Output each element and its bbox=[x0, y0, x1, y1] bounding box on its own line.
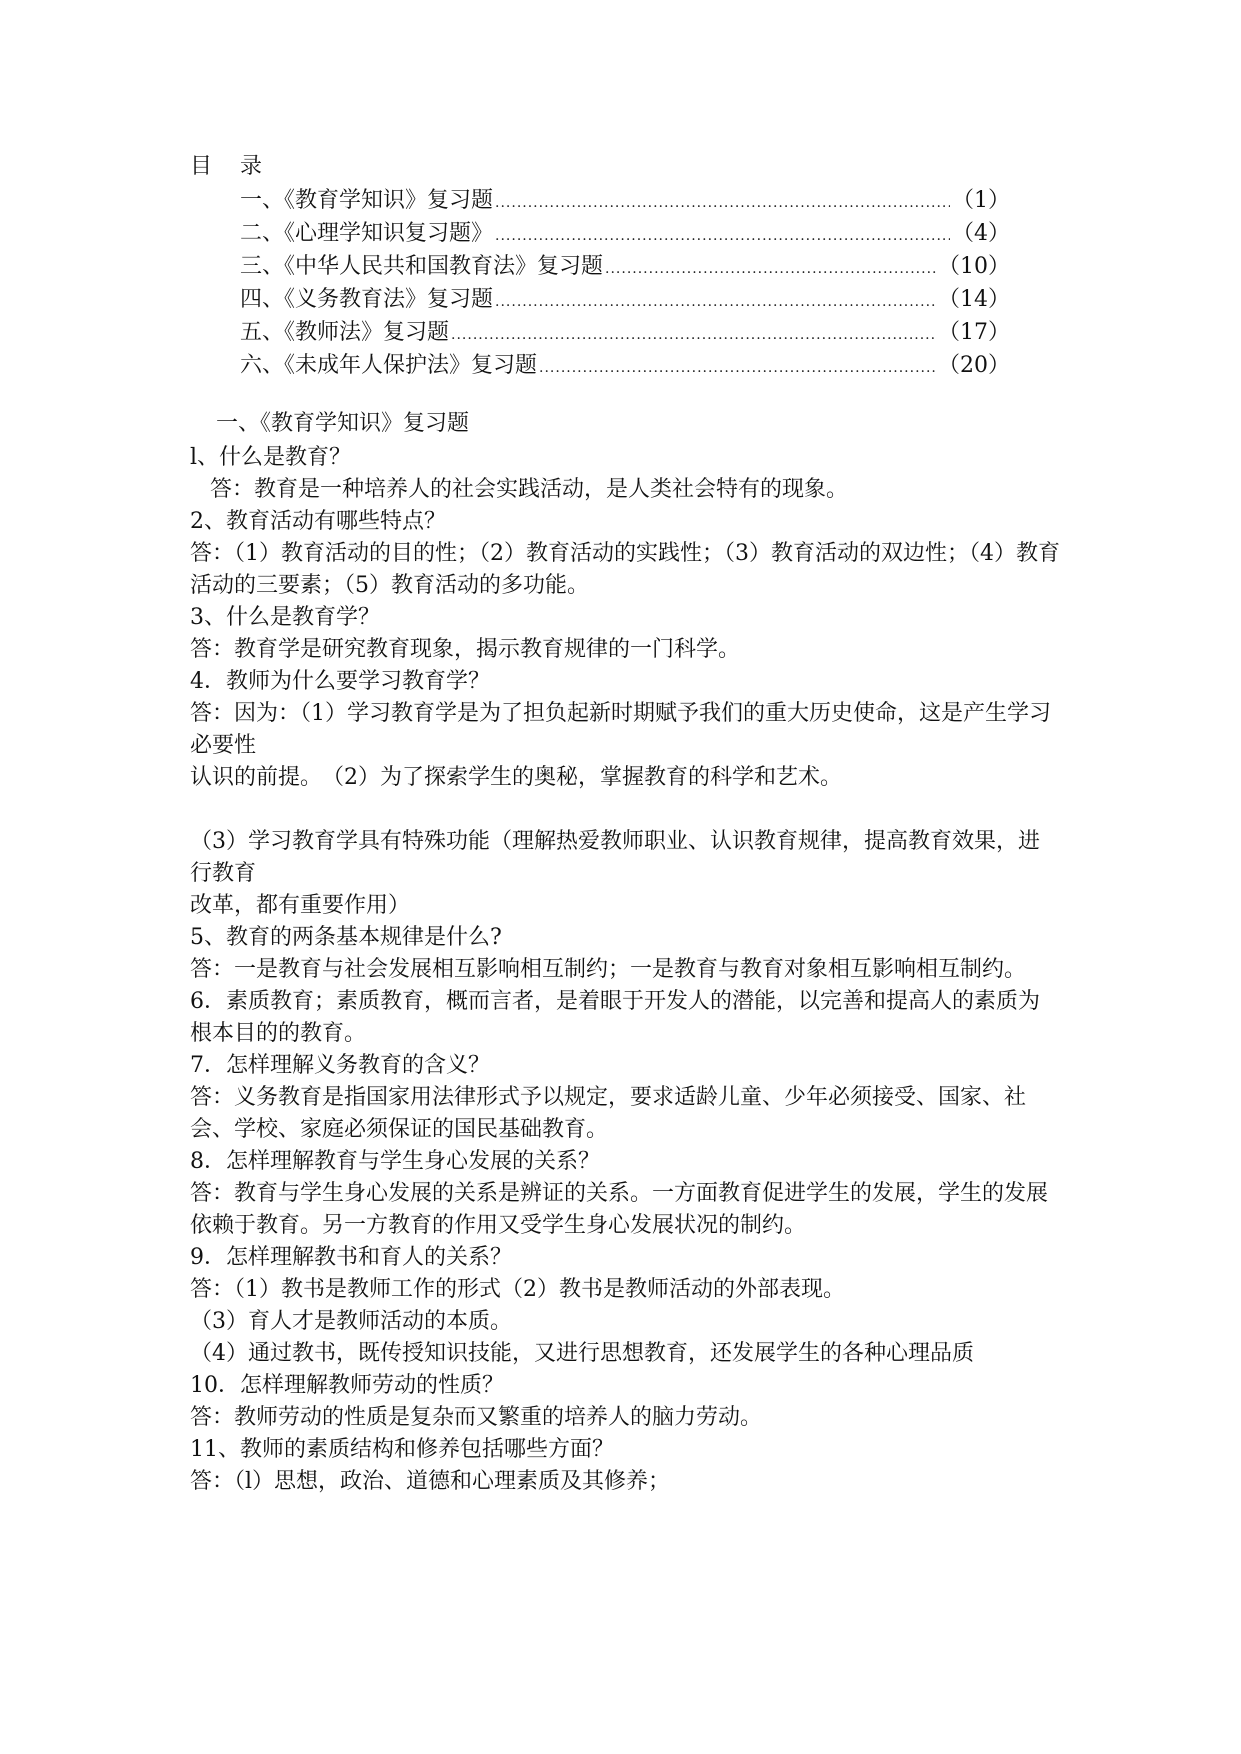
answer-line: 答：（1）教育活动的目的性；（2）教育活动的实践性；（3）教育活动的双边性；（4）教育活动的三要素；（5）教育活动的多功能。 bbox=[190, 541, 1060, 598]
question-line: 8．怎样理解教育与学生身心发展的关系？ bbox=[190, 1149, 600, 1174]
toc-entry[interactable] bbox=[240, 184, 1010, 217]
question-line: 5、教育的两条基本规律是什么? bbox=[190, 925, 502, 950]
toc-entry[interactable] bbox=[240, 283, 1010, 316]
toc-entry-title: 六、《未成年人保护法》复习题 bbox=[240, 353, 538, 378]
question-line: 2、教育活动有哪些特点？ bbox=[190, 509, 446, 534]
answer-line: 认识的前提。 （2）为了探索学生的奥秘，掌握教育的科学和艺术。 bbox=[190, 765, 842, 790]
document-body bbox=[190, 408, 1060, 1498]
toc-dot-leader bbox=[495, 286, 936, 319]
answer-line: 答：因为：（1）学习教育学是为了担负起新时期赋予我们的重大历史使命，这是产生学习必要性 bbox=[190, 701, 1051, 758]
question-line: 3、什么是教育学？ bbox=[190, 605, 380, 630]
toc-entry-title: 四、《义务教育法》复习题 bbox=[240, 287, 494, 312]
toc-dot-leader bbox=[495, 187, 950, 220]
toc-entry-page: （1） bbox=[952, 188, 1010, 213]
toc-entry-page: （4） bbox=[952, 221, 1010, 246]
toc-list bbox=[240, 184, 1010, 382]
answer-line: 答：教育学是研究教育现象，揭示教育规律的一门科学。 bbox=[190, 637, 741, 662]
answer-line: （3）学习教育学具有特殊功能（理解热爱教师职业、认识教育规律，提高教育效果，进行教育 bbox=[190, 829, 1040, 886]
toc-entry-title: 一、《教育学知识》复习题 bbox=[240, 188, 494, 213]
answer-line: （3）育人才是教师活动的本质。 bbox=[190, 1309, 512, 1334]
toc-entry-title: 五、《教师法》复习题 bbox=[240, 320, 450, 345]
toc-entry-title: 三、《中华人民共和国教育法》复习题 bbox=[240, 254, 604, 279]
question-line: 4．教师为什么要学习教育学？ bbox=[190, 669, 490, 694]
toc-heading bbox=[190, 150, 264, 184]
answer-line: 答：教师劳动的性质是复杂而又繁重的培养人的脑力劳动。 bbox=[190, 1405, 763, 1430]
question-line: l、什么是教育？ bbox=[190, 445, 352, 470]
toc-entry-page: （14） bbox=[938, 287, 1010, 312]
toc-dot-leader bbox=[451, 319, 936, 352]
answer-line: 答：教育与学生身心发展的关系是辨证的关系。一方面教育促进学生的发展，学生的发展依赖于教育。另一方教育的作用又受学生身心发展状况的制约。 bbox=[190, 1181, 1049, 1238]
question-line: 9．怎样理解教书和育人的关系？ bbox=[190, 1245, 512, 1270]
blank-line bbox=[190, 794, 1060, 826]
toc-dot-leader bbox=[495, 220, 950, 253]
toc-entry[interactable] bbox=[240, 349, 1010, 382]
answer-line: 答：（1）教书是教师工作的形式（2）教书是教师活动的外部表现。 bbox=[190, 1277, 845, 1302]
toc-entry-title: 二、《心理学知识复习题》 bbox=[240, 221, 494, 246]
answer-line: 改革，都有重要作用） bbox=[190, 893, 411, 918]
question-line: 7．怎样理解义务教育的含义？ bbox=[190, 1053, 490, 1078]
toc-entry[interactable] bbox=[240, 316, 1010, 349]
toc-entry-page: （20） bbox=[938, 353, 1010, 378]
toc-entry[interactable] bbox=[240, 217, 1010, 250]
question-line: 10．怎样理解教师劳动的性质？ bbox=[190, 1373, 504, 1398]
question-line: 11、教师的素质结构和修养包括哪些方面？ bbox=[190, 1437, 614, 1462]
section-title: 一、《教育学知识》复习题 bbox=[216, 411, 470, 436]
toc-heading-right: 录 bbox=[240, 154, 265, 179]
toc-entry-page: （10） bbox=[938, 254, 1010, 279]
definition-line: 6．素质教育；素质教育，概而言者，是着眼于开发人的潜能，以完善和提高人的素质为根本目的的教育。 bbox=[190, 989, 1040, 1046]
toc-dot-leader bbox=[539, 352, 936, 385]
answer-line: （4）通过教书，既传授知识技能，又进行思想教育，还发展学生的各种心理品质 bbox=[190, 1341, 974, 1366]
toc-entry-page: （17） bbox=[938, 320, 1010, 345]
toc-dot-leader bbox=[605, 253, 936, 286]
answer-line: 答：义务教育是指国家用法律形式予以规定，要求适龄儿童、少年必须接受、国家、社会、学校、家庭必须保证的国民基础教育。 bbox=[190, 1085, 1027, 1142]
answer-line: 答：教育是一种培养人的社会实践活动，是人类社会特有的现象。 bbox=[210, 477, 849, 502]
toc-entry[interactable] bbox=[240, 250, 1010, 283]
toc-heading-left: 目 bbox=[190, 154, 215, 179]
answer-line: 答：（l）思想，政治、道德和心理素质及其修养； bbox=[190, 1469, 671, 1494]
answer-line: 答：一是教育与社会发展相互影响相互制约；一是教育与教育对象相互影响相互制约。 bbox=[190, 957, 1027, 982]
